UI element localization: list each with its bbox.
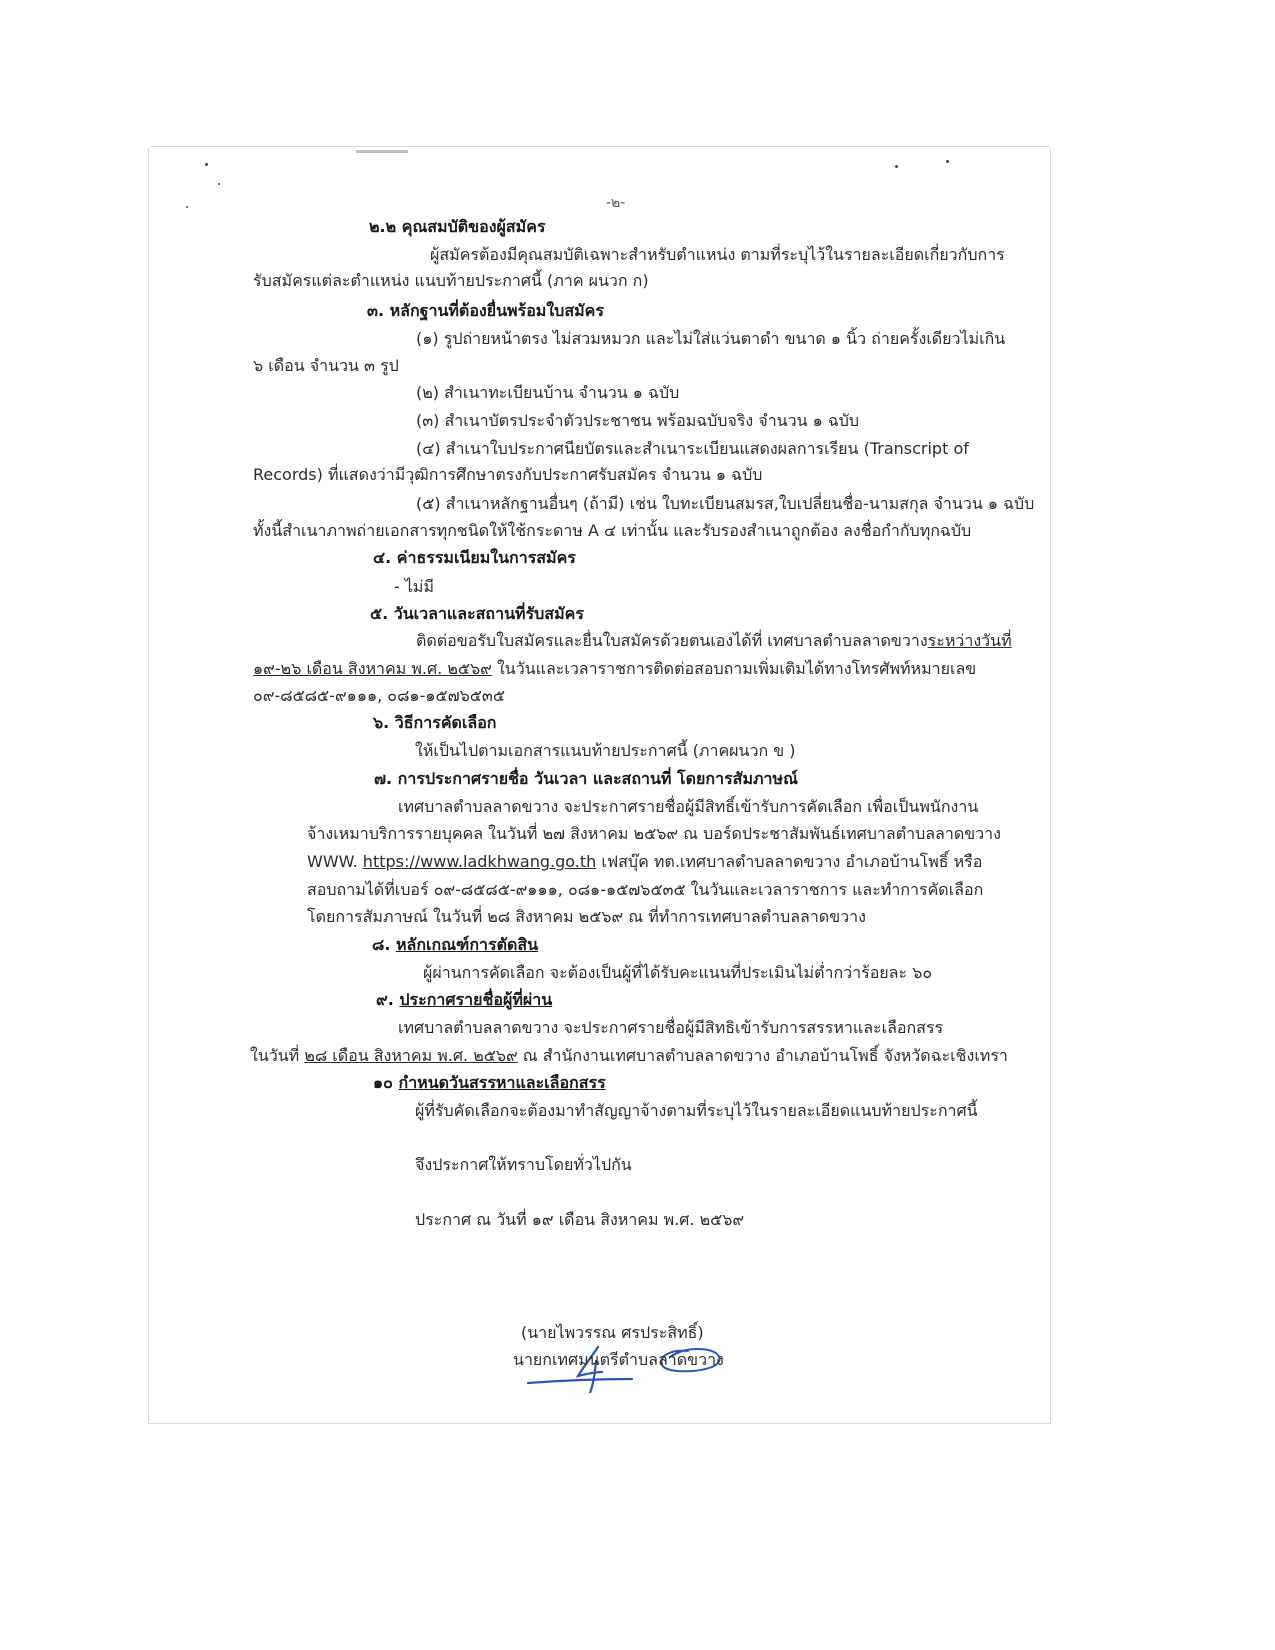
scan-speck [205,163,208,166]
scan-speck [186,206,188,208]
interview-text-line: สอบถามได้ที่เบอร์ ๐๙-๘๕๘๕-๙๑๑๑, ๐๘๑-๑๕๗๖๕๓๕ ในวันและเวลาราชการ และทำการคัดเลือก [307,880,984,899]
results-text: ในวันที่ [250,1046,305,1065]
announcement-date: ประกาศ ณ วันที่ ๑๙ เดือน สิงหาคม พ.ศ. ๒๕๖๙ [415,1210,745,1229]
document-item: (๒) สำเนาทะเบียนบ้าน จำนวน ๑ ฉบับ [416,383,680,402]
application-text: ติดต่อขอรับใบสมัครและยื่นใบสมัครด้วยตนเองได้ที่ เทศบาลตำบลลาดขวาง [416,631,928,650]
application-text-line [416,630,1012,652]
interview-text: เฟสบุ๊ค ทต.เทศบาลตำบลลาดขวาง อำเภอบ้านโพธิ์ หรือ [596,852,983,871]
website-link[interactable]: https://www.ladkhwang.go.th [362,852,597,871]
section-heading-qualifications: ๒.๒ คุณสมบัติของผู้สมัคร [369,217,546,236]
section-heading-results [376,989,552,1011]
interview-text-line: โดยการสัมภาษณ์ ในวันที่ ๒๘ สิงหาคม ๒๕๖๙ ณ ที่ทำการเทศบาลตำบลลาดขวาง [307,907,866,926]
results-text-line [250,1045,1008,1067]
section-heading-application-time-place: ๕. วันเวลาและสถานที่รับสมัคร [370,604,584,623]
contact-phone-numbers: ๐๙-๘๕๘๕-๙๑๑๑, ๐๘๑-๑๕๗๖๕๓๕ [253,686,505,705]
document-item: (๔) สำเนาใบประกาศนียบัตรและสำเนาระเบียนแสดงผลการเรียน (Transcript of [416,439,969,458]
page-number: -๒- [606,195,626,211]
document-item: (๕) สำเนาหลักฐานอื่นๆ (ถ้ามี) เช่น ใบทะเบียนสมรส,ใบเปลี่ยนชื่อ-นามสกุล จำนวน ๑ ฉบับ [416,494,1035,513]
application-period-label: ระหว่างวันที่ [927,631,1012,650]
scan-border-bottom [148,1423,1051,1424]
document-item: (๓) สำเนาบัตรประจำตัวประชาชน พร้อมฉบับจริง จำนวน ๑ ฉบับ [416,411,860,430]
interview-text-line: จ้างเหมาบริการรายบุคคล ในวันที่ ๒๗ สิงหาคม ๒๕๖๙ ณ บอร์ดประชาสัมพันธ์เทศบาลตำบลลาดขวาง [307,824,1001,843]
section-heading-fee: ๔. ค่าธรรมเนียมในการสมัคร [373,548,576,567]
scan-smudge [356,150,408,153]
application-text: ในวันและเวลาราชการติดต่อสอบถามเพิ่มเติมได้ทางโทรศัพท์หมายเลข [491,659,977,678]
section-heading-interview-announcement: ๗. การประกาศรายชื่อ วันเวลา และสถานที่ โดยการสัมภาษณ์ [374,769,798,788]
document-item: (๑) รูปถ่ายหน้าตรง ไม่สวมหมวก และไม่ใส่แว่นตาดำ ขนาด ๑ นิ้ว ถ่ายครั้งเดียวไม่เกิน [416,329,1006,348]
signature-stroke [528,1379,632,1383]
qualifications-text-line: รับสมัครแต่ละตำแหน่ง แนบท้ายประกาศนี้ (ภาค ผนวก ก) [253,271,649,290]
scan-speck [218,183,220,185]
application-dates: ๑๙-๒๖ เดือน สิงหาคม พ.ศ. ๒๕๖๙ [253,659,492,678]
recruitment-title: กำหนดวันสรรหาและเลือกสรร [398,1073,606,1092]
signer-name: (นายไพวรรณ ศรประสิทธิ์) [521,1323,704,1342]
scan-border-left [148,148,149,1423]
document-item-continuation: ๖ เดือน จำนวน ๓ รูป [253,356,399,375]
document-item-continuation: Records) ที่แสดงว่ามีวุฒิการศึกษาตรงกับประกาศรับสมัคร จำนวน ๑ ฉบับ [253,465,763,484]
documents-note: ทั้งนี้สำเนาภาพถ่ายเอกสารทุกชนิดให้ใช้กระดาษ A ๔ เท่านั้น และรับรองสำเนาถูกต้อง ลงชื่อกำกับทุกฉบับ [253,521,972,540]
results-text: ณ สำนักงานเทศบาลตำบลลาดขวาง อำเภอบ้านโพธิ์ จังหวัดฉะเชิงเทรา [517,1046,1008,1065]
section-heading-selection-method: ๖. วิธีการคัดเลือก [373,713,497,732]
closing-statement: จึงประกาศให้ทราบโดยทั่วไปกัน [415,1155,632,1174]
qualifications-text-line: ผู้สมัครต้องมีคุณสมบัติเฉพาะสำหรับตำแหน่ง ตามที่ระบุไว้ในรายละเอียดเกี่ยวกับการ [430,245,1005,264]
signer-title: นายกเทศมนตรีตำบลลาดขวาง [513,1350,724,1369]
criteria-text: ผู้ผ่านการคัดเลือก จะต้องเป็นผู้ที่ได้รับคะแนนที่ประเมินไม่ต่ำกว่าร้อยละ ๖๐ [423,963,933,982]
results-number: ๙. [376,990,400,1009]
recruitment-number: ๑๐ [373,1073,399,1092]
application-text-line [253,658,976,680]
fee-text: - ไม่มี [394,577,434,596]
scan-speck [946,160,949,163]
scan-speck [895,165,898,168]
recruitment-text: ผู้ที่รับคัดเลือกจะต้องมาทำสัญญาจ้างตามที่ระบุไว้ในรายละเอียดแนบท้ายประกาศนี้ [415,1101,978,1120]
scan-border-right [1050,148,1051,1423]
website-prefix: WWW. [307,852,363,871]
criteria-title: หลักเกณฑ์การตัดสิน [396,935,539,954]
scan-border-top [150,146,1050,147]
results-title: ประกาศรายชื่อผู้ที่ผ่าน [399,990,553,1009]
section-heading-criteria [372,934,538,956]
section-heading-recruitment-date [373,1072,606,1094]
results-text-line: เทศบาลตำบลลาดขวาง จะประกาศรายชื่อผู้มีสิทธิเข้ารับการสรรหาและเลือกสรร [398,1018,944,1037]
section-heading-documents: ๓. หลักฐานที่ต้องยื่นพร้อมใบสมัคร [367,301,604,320]
results-date: ๒๘ เดือน สิงหาคม พ.ศ. ๒๕๖๙ [304,1046,518,1065]
interview-text-line [307,851,982,873]
interview-text-line: เทศบาลตำบลลาดขวาง จะประกาศรายชื่อผู้มีสิทธิ์เข้ารับการคัดเลือก เพื่อเป็นพนักงาน [398,797,979,816]
selection-method-text: ให้เป็นไปตามเอกสารแนบท้ายประกาศนี้ (ภาคผนวก ข ) [415,741,796,760]
criteria-number: ๘. [372,935,396,954]
